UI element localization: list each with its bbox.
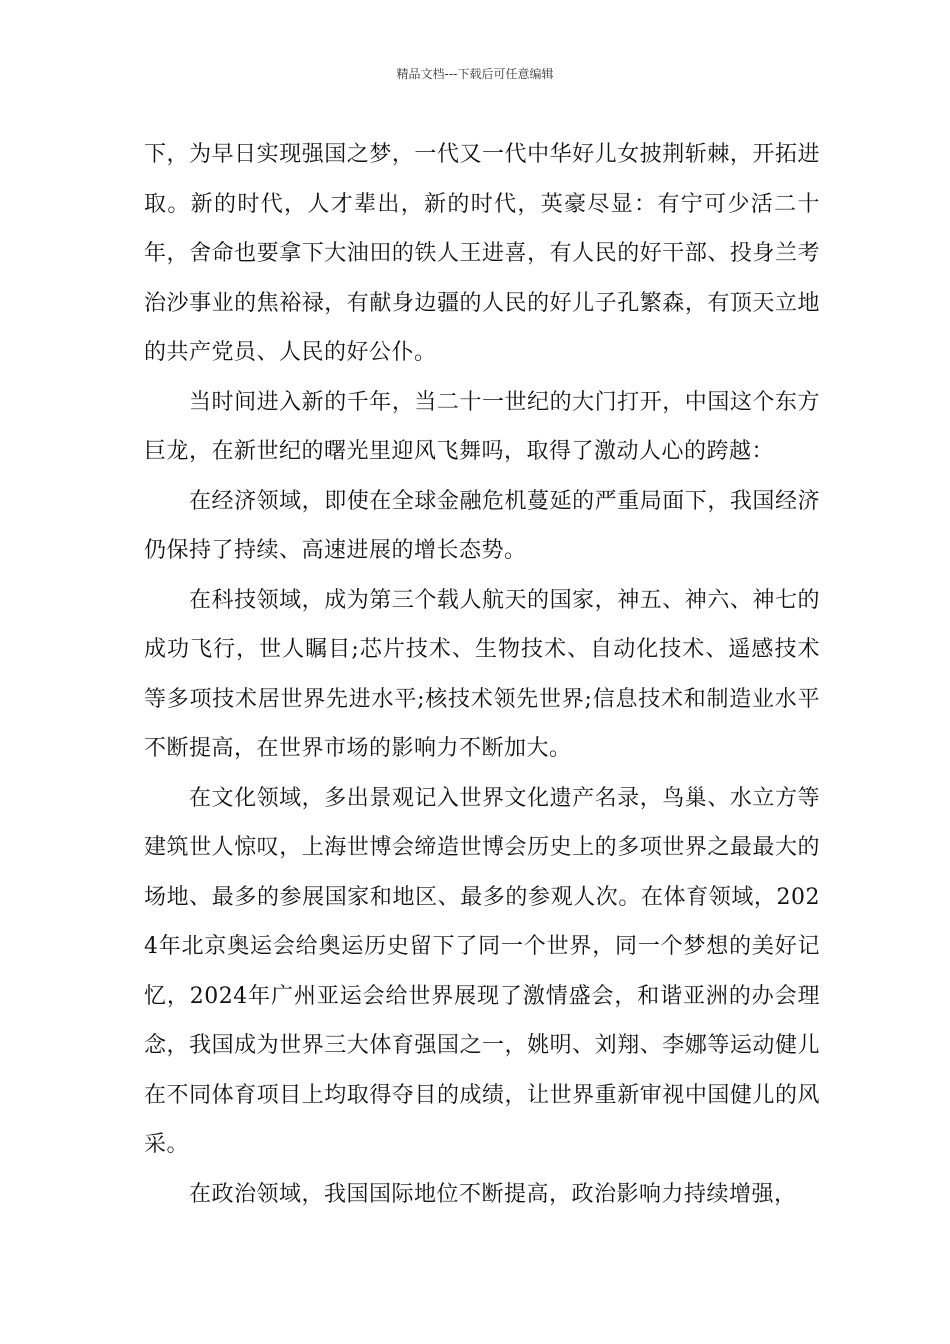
paragraph-technology: 在科技领域，成为第三个载人航天的国家，神五、神六、神七的成功飞行，世人瞩目;芯片技术、生物技术、自动化技术、遥感技术等多项技术居世界先进水平;核技术领先世界;信息技术和制造业水平不断提高，在世界市场的影响力不断加大。 [144,587,820,761]
paragraph-culture-sports: 在文化领域，多出景观记入世界文化遗产名录，鸟巢、水立方等建筑世人惊叹，上海世博会缔造世博会历史上的多项世界之最最大的场地、最多的参展国家和地区、最多的参观人次。在体育领域，2024年北京奥运会给奥运历史留下了同一个世界，同一个梦想的美好记忆，2024年广州亚运会给世界展现了激情盛会，和谐亚洲的办会理念，我国成为世界三大体育强国之一，姚明、刘翔、李娜等运动健儿在不同体育项目上均取得夺目的成绩，让世界重新审视中国健儿的风采。 [144,785,820,1157]
paragraph-politics: 在政治领域，我国国际地位不断提高，政治影响力持续增强， [189,1181,797,1207]
paragraph-new-millennium: 当时间进入新的千年，当二十一世纪的大门打开，中国这个东方巨龙，在新世纪的曙光里迎风飞舞吗，取得了激动人心的跨越： [144,389,820,464]
document-body [144,130,820,1219]
paragraph-economy: 在经济领域，即使在全球金融危机蔓延的严重局面下，我国经济仍保持了持续、高速进展的增长态势。 [144,488,820,563]
paragraph-continuation: 下，为早日实现强国之梦，一代又一代中华好儿女披荆斩棘，开拓进取。新的时代，人才辈出，新的时代，英豪尽显：有宁可少活二十年，舍命也要拿下大油田的铁人王进喜，有人民的好干部、投身兰考治沙事业的焦裕禄，有献身边疆的人民的好儿子孔繁森，有顶天立地的共产党员、人民的好公仆。 [144,142,820,365]
page-header: 精品文档---下载后可任意编辑 [396,67,554,81]
